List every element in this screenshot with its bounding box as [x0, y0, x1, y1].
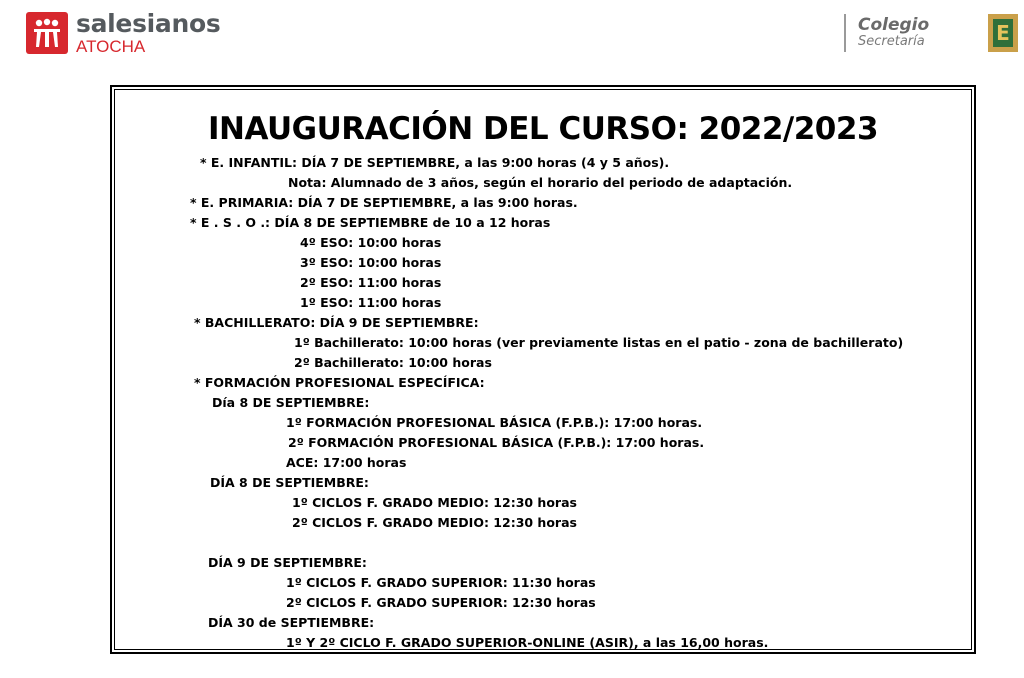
brand-sub: ATOCHA: [76, 37, 146, 56]
notice-line-ace: ACE: 17:00 horas: [286, 455, 407, 470]
notice-title: INAUGURACIÓN DEL CURSO: 2022/2023: [207, 111, 879, 147]
notice-line-superior-day9: DÍA 9 DE SEPTIEMBRE:: [208, 555, 367, 570]
emblem-letter: E: [993, 19, 1013, 47]
colegio-title: Colegio: [858, 15, 930, 36]
notice-line-fp: * FORMACIÓN PROFESIONAL ESPECÍFICA:: [194, 375, 485, 390]
inauguration-notice: [110, 85, 976, 654]
school-emblem-icon: [988, 14, 1018, 52]
notice-line-eso-2: 2º ESO: 11:00 horas: [300, 275, 442, 290]
notice-line-infantil: * E. INFANTIL: DÍA 7 DE SEPTIEMBRE, a las 9:00 horas (4 y 5 años).: [200, 155, 670, 170]
notice-line-bach-1: 1º Bachillerato: 10:00 horas (ver previamente listas en el patio - zona de bachillerato): [294, 335, 904, 350]
notice-line-eso: * E . S . O .: DÍA 8 DE SEPTIEMBRE de 10 a 12 horas: [190, 215, 551, 230]
notice-line-primaria: * E. PRIMARIA: DÍA 7 DE SEPTIEMBRE, a las 9:00 horas.: [190, 195, 578, 210]
notice-line-eso-1: 1º ESO: 11:00 horas: [300, 295, 442, 310]
notice-line-superior-2: 2º CICLOS F. GRADO SUPERIOR: 12:30 horas: [286, 595, 596, 610]
notice-line-medio-day8: DÍA 8 DE SEPTIEMBRE:: [210, 475, 369, 490]
notice-line-online: 1º Y 2º CICLO F. GRADO SUPERIOR-ONLINE (ASIR), a las 16,00 horas.: [286, 635, 769, 650]
notice-line-note: Nota: Alumnado de 3 años, según el horario del periodo de adaptación.: [288, 175, 793, 190]
notice-line-fpb-2: 2º FORMACIÓN PROFESIONAL BÁSICA (F.P.B.): 17:00 horas.: [288, 435, 705, 450]
notice-line-fpb-1: 1º FORMACIÓN PROFESIONAL BÁSICA (F.P.B.): 17:00 horas.: [286, 415, 703, 430]
colegio-sub: Secretaría: [858, 34, 925, 50]
notice-line-eso-4: 4º ESO: 10:00 horas: [300, 235, 442, 250]
notice-line-medio-1: 1º CICLOS F. GRADO MEDIO: 12:30 horas: [292, 495, 577, 510]
notice-line-bachillerato: * BACHILLERATO: DÍA 9 DE SEPTIEMBRE:: [194, 315, 479, 330]
notice-line-medio-2: 2º CICLOS F. GRADO MEDIO: 12:30 horas: [292, 515, 577, 530]
brand-name: salesianos: [76, 9, 221, 38]
notice-line-fp-day8: Día 8 DE SEPTIEMBRE:: [212, 395, 370, 410]
salesianos-emblem-icon: [26, 12, 68, 54]
divider: [844, 14, 846, 52]
notice-line-online-day30: DÍA 30 de SEPTIEMBRE:: [208, 615, 375, 630]
notice-line-superior-1: 1º CICLOS F. GRADO SUPERIOR: 11:30 horas: [286, 575, 596, 590]
colegio-secretaria: [844, 14, 929, 52]
salesianos-logo: [26, 10, 220, 56]
notice-line-bach-2: 2º Bachillerato: 10:00 horas: [294, 355, 492, 370]
notice-line-eso-3: 3º ESO: 10:00 horas: [300, 255, 442, 270]
